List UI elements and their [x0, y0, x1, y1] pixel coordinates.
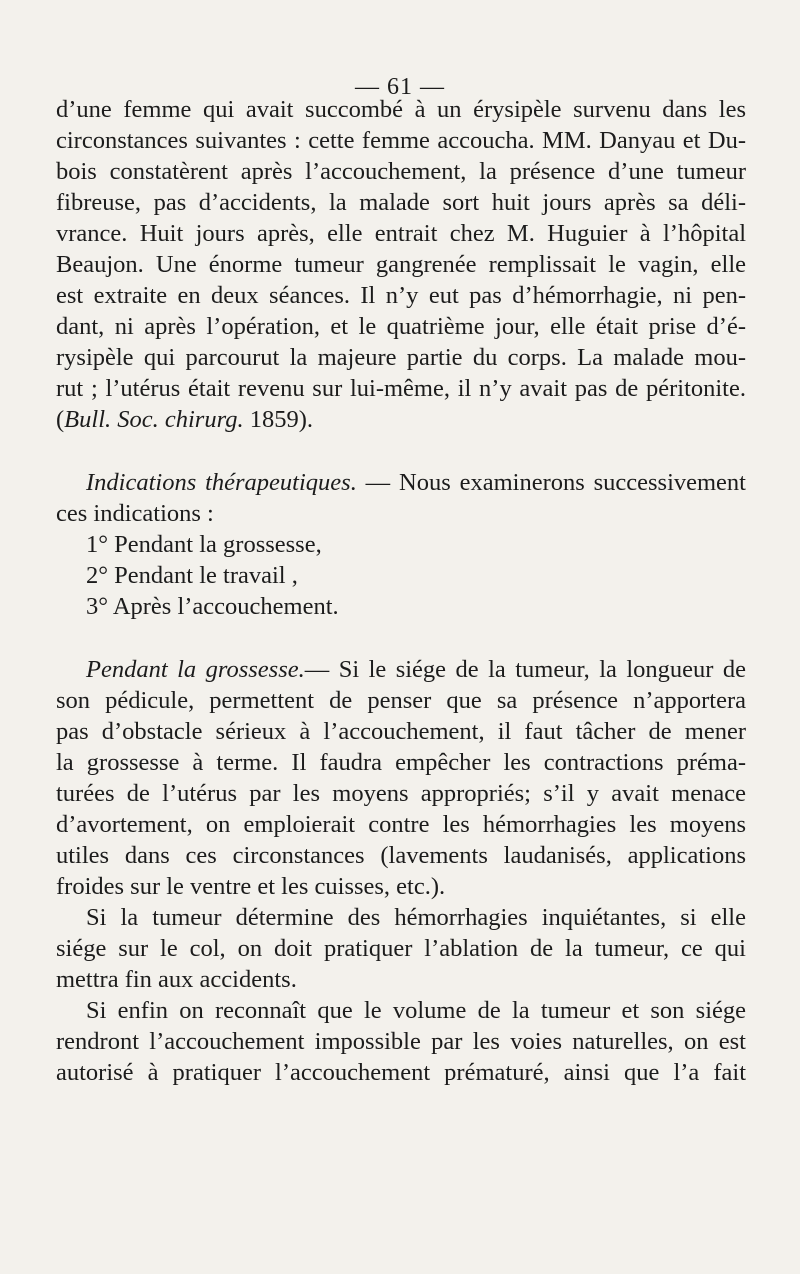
text-line: bois constatèrent après l’accouchement, la présence d’une tumeur	[56, 158, 746, 185]
text-line: la grossesse à terme. Il faudra empêcher les contractions préma-	[56, 749, 746, 776]
section-heading-line	[86, 468, 746, 498]
text-line: Si enfin on reconnaît que le volume de la tumeur et son siége	[86, 997, 746, 1024]
citation-year: 1859).	[243, 406, 314, 433]
text-line: circonstances suivantes : cette femme accoucha. MM. Danyau et Du-	[56, 127, 746, 154]
text-line: d’une femme qui avait succombé à un érysipèle survenu dans les	[56, 96, 746, 123]
citation-journal: Bull. Soc. chirurg.	[64, 406, 244, 433]
text-line: rendront l’accouchement impossible par les voies naturelles, on est	[56, 1028, 746, 1055]
text-line: dant, ni après l’opération, et le quatrième jour, elle était prise d’é-	[56, 313, 746, 340]
text-line: rysipèle qui parcourut la majeure partie du corps. La malade mou-	[56, 344, 746, 371]
section-heading-rest: — Si le siége de la tumeur, la longueur de	[304, 656, 746, 683]
text-line: siége sur le col, on doit pratiquer l’ablation de la tumeur, ce qui	[56, 935, 746, 962]
text-line: turées de l’utérus par les moyens appropriés; s’il y avait menace	[56, 780, 746, 807]
citation-open: (	[56, 406, 65, 433]
list-item: 3° Après l’accouchement.	[86, 593, 339, 620]
citation-line	[56, 405, 313, 435]
text-line: fibreuse, pas d’accidents, la malade sort huit jours après sa déli-	[56, 189, 746, 216]
list-item: 1° Pendant la grossesse,	[86, 531, 322, 558]
section-heading: Indications thérapeutiques.	[86, 469, 357, 496]
text-line: mettra fin aux accidents.	[56, 966, 297, 993]
page-number: — 61 —	[355, 74, 445, 100]
text-line: d’avortement, on emploierait contre les hémorrhagies les moyens	[56, 811, 746, 838]
text-line: vrance. Huit jours après, elle entrait chez M. Huguier à l’hôpital	[56, 220, 746, 247]
text-line: rut ; l’utérus était revenu sur lui-même, il n’y avait pas de péritonite.	[56, 375, 746, 402]
text-line: froides sur le ventre et les cuisses, etc.).	[56, 873, 446, 900]
section-heading-line	[86, 655, 746, 685]
text-line: pas d’obstacle sérieux à l’accouchement, il faut tâcher de mener	[56, 718, 746, 745]
section-heading: Pendant la grossesse.	[86, 656, 305, 683]
text-line: est extraite en deux séances. Il n’y eut pas d’hémorrhagie, ni pen-	[56, 282, 746, 309]
text-line: autorisé à pratiquer l’accouchement prématuré, ainsi que l’a fait	[56, 1059, 746, 1086]
text-line: Beaujon. Une énorme tumeur gangrenée remplissait le vagin, elle	[56, 251, 746, 278]
text-line: ces indications :	[56, 500, 214, 527]
list-item: 2° Pendant le travail ,	[86, 562, 298, 589]
text-line: son pédicule, permettent de penser que sa présence n’apportera	[56, 687, 746, 714]
text-line: Si la tumeur détermine des hémorrhagies inquiétantes, si elle	[86, 904, 746, 931]
section-heading-rest: — Nous examinerons successivement	[356, 469, 746, 496]
text-line: utiles dans ces circonstances (lavements laudanisés, applications	[56, 842, 746, 869]
